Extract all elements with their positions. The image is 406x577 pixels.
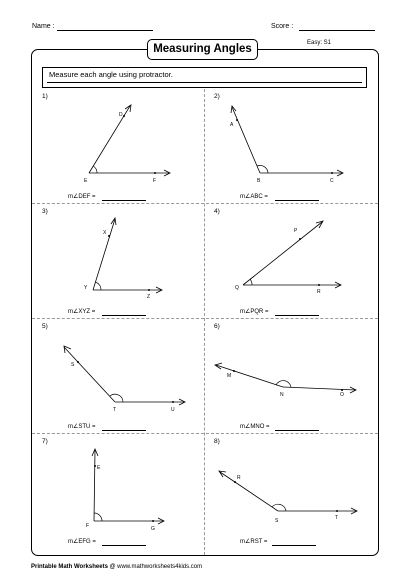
angle-figure	[34, 90, 204, 202]
answer-line[interactable]	[275, 200, 319, 201]
worksheet-title: Measuring Angles	[147, 39, 258, 60]
point-label: E	[97, 465, 101, 471]
angle-figure	[206, 205, 376, 317]
arrowhead	[64, 346, 71, 353]
instruction-text: Measure each angle using protractor.	[49, 70, 173, 79]
footer-left: Printable Math Worksheets @	[31, 564, 116, 570]
answer-line[interactable]	[102, 315, 146, 316]
vertex-label: S	[275, 518, 279, 524]
vertex-label: Y	[84, 285, 88, 291]
vertex-label: N	[280, 392, 284, 398]
difficulty-level: Easy: S1	[307, 40, 332, 46]
answer-label: m∠EFG =	[68, 539, 96, 545]
point-label: R	[317, 289, 321, 295]
point-label: G	[151, 526, 155, 532]
vertex-label: B	[257, 178, 261, 184]
problem-2	[206, 90, 376, 202]
name-line	[57, 30, 153, 31]
answer-line[interactable]	[275, 315, 319, 316]
problem-8	[206, 435, 376, 547]
point	[336, 510, 338, 512]
point-label: A	[230, 122, 234, 128]
point	[154, 172, 156, 174]
angle-figure	[34, 320, 204, 432]
column-divider	[204, 89, 205, 555]
point	[123, 115, 125, 117]
name-label: Name :	[32, 23, 55, 30]
angle-figure	[206, 320, 376, 432]
point-label: R	[237, 475, 241, 481]
problem-number: 1)	[42, 93, 48, 100]
row-divider	[32, 433, 378, 434]
ray	[220, 472, 278, 511]
point	[152, 520, 154, 522]
answer-line[interactable]	[275, 430, 319, 431]
point-label: C	[330, 178, 334, 184]
answer-line[interactable]	[102, 430, 146, 431]
angle-arc	[110, 394, 123, 402]
point	[172, 401, 174, 403]
score-label: Score :	[271, 23, 294, 30]
point-label: O	[340, 392, 344, 398]
point	[108, 235, 110, 237]
footer	[31, 564, 202, 570]
answer-label: m∠PQR =	[240, 309, 269, 315]
arrowhead	[231, 106, 236, 113]
angle-arc	[93, 166, 97, 173]
answer-label: m∠MNO =	[240, 424, 270, 430]
ray	[232, 107, 260, 173]
point-label: P	[294, 228, 298, 234]
answer-label: m∠RST =	[240, 539, 268, 545]
angle-arc	[95, 282, 101, 290]
problem-number: 5)	[42, 323, 48, 330]
problem-number: 8)	[214, 438, 220, 445]
point-label: T	[335, 515, 339, 521]
angle-arc	[250, 279, 252, 285]
row-divider	[32, 203, 378, 204]
answer-label: m∠XYZ =	[68, 309, 96, 315]
point	[233, 370, 235, 372]
vertex-label: E	[84, 178, 88, 184]
problem-6	[206, 320, 376, 432]
answer-line[interactable]	[102, 200, 146, 201]
problem-number: 7)	[42, 438, 48, 445]
point	[94, 465, 96, 467]
point	[318, 284, 320, 286]
problem-4	[206, 205, 376, 317]
problem-number: 6)	[214, 323, 220, 330]
problem-3	[34, 205, 204, 317]
answer-line[interactable]	[102, 545, 146, 546]
point	[77, 361, 79, 363]
point	[299, 238, 301, 240]
instruction-box	[42, 67, 367, 88]
angle-arc	[276, 381, 291, 387]
point	[234, 481, 236, 483]
footer-url[interactable]: www.mathworksheets4kids.com	[117, 564, 203, 570]
ray	[94, 450, 95, 521]
point	[236, 119, 238, 121]
point	[331, 172, 333, 174]
point-label: S	[71, 362, 75, 368]
problem-7	[34, 435, 204, 547]
angle-figure	[206, 435, 376, 547]
point-label: M	[227, 373, 232, 379]
vertex-label: F	[86, 523, 90, 529]
problem-5	[34, 320, 204, 432]
point-label: F	[153, 178, 157, 184]
point	[341, 389, 343, 391]
angle-figure	[34, 435, 204, 547]
instruction-rule	[47, 82, 362, 83]
vertex-label: Q	[235, 285, 239, 291]
arrowhead	[125, 105, 131, 112]
ray	[64, 347, 115, 402]
problem-number: 2)	[214, 93, 220, 100]
problem-1	[34, 90, 204, 202]
point	[148, 289, 150, 291]
answer-label: m∠ABC =	[240, 194, 268, 200]
ray	[283, 387, 356, 390]
score-line	[299, 30, 375, 31]
point-label: X	[103, 230, 107, 236]
vertex-label: T	[113, 407, 117, 413]
angle-figure	[206, 90, 376, 202]
ray	[243, 222, 322, 285]
answer-line[interactable]	[272, 545, 316, 546]
angle-arc	[272, 504, 286, 511]
row-divider	[32, 318, 378, 319]
answer-label: m∠STU =	[68, 424, 96, 430]
point-label: Z	[147, 294, 151, 300]
answer-label: m∠DEF =	[68, 194, 96, 200]
point-label: U	[171, 407, 175, 413]
problem-number: 4)	[214, 208, 220, 215]
point-label: D	[119, 112, 123, 118]
problem-number: 3)	[42, 208, 48, 215]
angle-arc	[94, 513, 102, 521]
angle-figure	[34, 205, 204, 317]
